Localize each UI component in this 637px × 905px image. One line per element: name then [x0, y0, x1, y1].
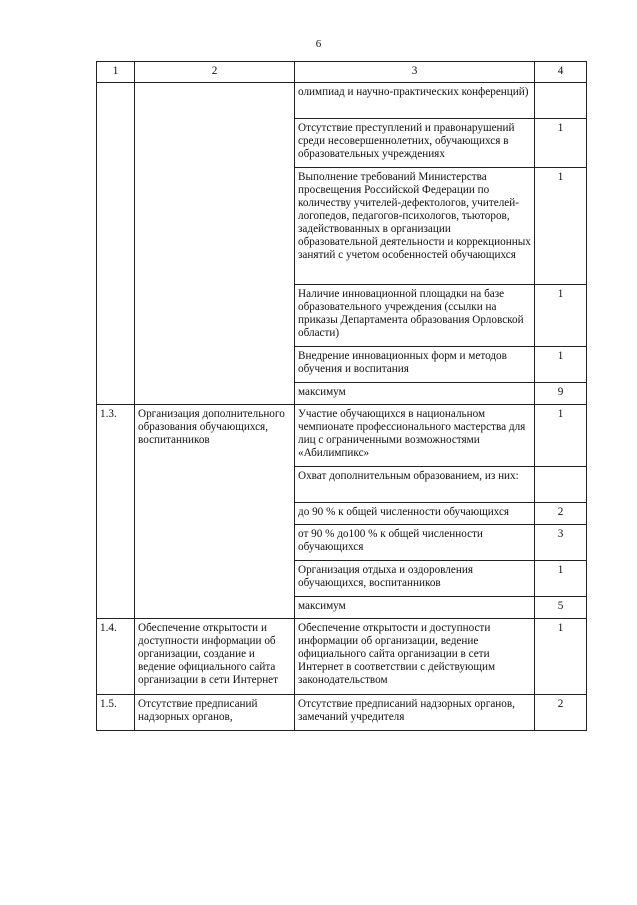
criterion-cell: Отсутствие предписаний надзорных органов, [135, 695, 295, 731]
score-cell: 9 [535, 383, 587, 405]
page-number: 6 [315, 38, 322, 50]
score-cell: 1 [535, 619, 587, 695]
indicator-cell: Отсутствие преступлений и правонарушений среди несовершеннолетних, обучающихся в образовательных учреждениях [295, 119, 535, 168]
section-number-cell: 1.4. [97, 619, 135, 695]
indicator-cell: Внедрение инновационных форм и методов обучения и воспитания [295, 347, 535, 383]
score-cell [535, 83, 587, 119]
table-row [97, 695, 587, 731]
score-cell: 5 [535, 597, 587, 619]
score-cell [535, 467, 587, 503]
indicator-cell: от 90 % до100 % к общей численности обучающихся [295, 525, 535, 561]
indicator-cell: Организация отдыха и оздоровления обучающихся, воспитанников [295, 561, 535, 597]
indicator-cell: олимпиад и научно-практических конференций) [295, 83, 535, 119]
score-cell: 1 [535, 168, 587, 285]
column-header-4: 4 [535, 62, 587, 83]
score-cell: 1 [535, 561, 587, 597]
criterion-cell: Организация дополнительного образования обучающихся, воспитанников [135, 405, 295, 619]
indicator-cell: до 90 % к общей численности обучающихся [295, 503, 535, 525]
column-header-1: 1 [97, 62, 135, 83]
score-cell: 1 [535, 119, 587, 168]
indicator-cell: Обеспечение открытости и доступности информации об организации, ведение официального сайта организации в сети Интернет в соответствии с действующим законодательством [295, 619, 535, 695]
table-header-row [97, 62, 587, 83]
criteria-table [96, 61, 587, 731]
table-row [97, 405, 587, 467]
indicator-cell: Охват дополнительным образованием, из них: [295, 467, 535, 503]
section-number-cell: 1.5. [97, 695, 135, 731]
indicator-cell: Участие обучающихся в национальном чемпионате профессионального мастерства для лиц с ограниченными возможностями «Абилимпикс» [295, 405, 535, 467]
score-cell: 2 [535, 695, 587, 731]
table-row [97, 619, 587, 695]
score-cell: 1 [535, 285, 587, 347]
score-cell: 1 [535, 405, 587, 467]
indicator-cell: Отсутствие предписаний надзорных органов, замечаний учредителя [295, 695, 535, 731]
score-cell: 3 [535, 525, 587, 561]
column-header-3: 3 [295, 62, 535, 83]
criterion-cell: Обеспечение открытости и доступности информации об организации, создание и ведение официального сайта организации в сети Интернет [135, 619, 295, 695]
column-header-2: 2 [135, 62, 295, 83]
criterion-cell [135, 83, 295, 405]
section-number-cell [97, 83, 135, 405]
indicator-cell: Наличие инновационной площадки на базе образовательного учреждения (ссылки на приказы Департамента образования Орловской области) [295, 285, 535, 347]
indicator-cell: Выполнение требований Министерства просвещения Российской Федерации по количеству учителей-дефектологов, учителей-логопедов, педагогов-психологов, тьюторов, задействованных в организации образовательной деятельности и коррекционных занятий с учетом особенностей обучающихся [295, 168, 535, 285]
score-cell: 1 [535, 347, 587, 383]
section-number-cell: 1.3. [97, 405, 135, 619]
indicator-cell: максимум [295, 597, 535, 619]
indicator-cell: максимум [295, 383, 535, 405]
table-row [97, 83, 587, 119]
score-cell: 2 [535, 503, 587, 525]
